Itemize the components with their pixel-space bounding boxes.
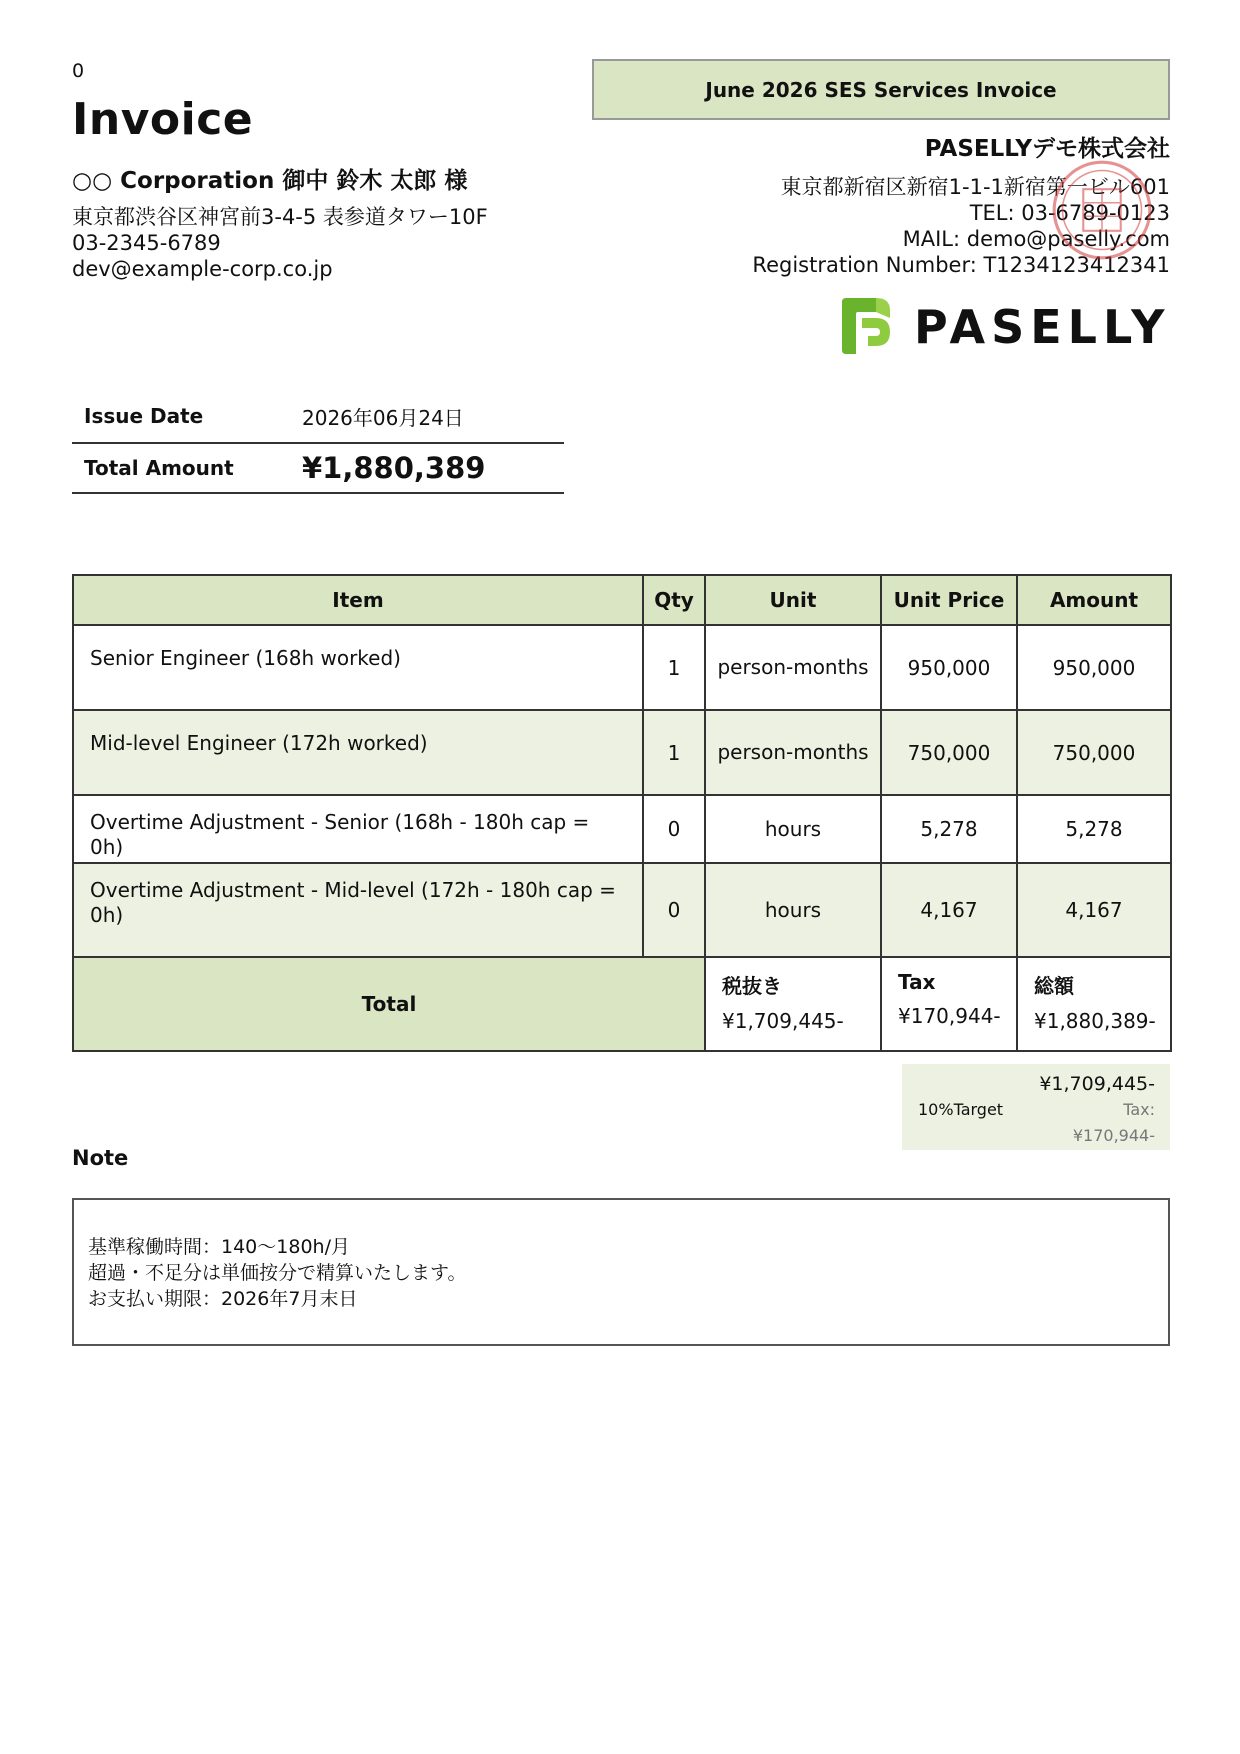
unit-price-cell: 5,278 [881, 795, 1017, 863]
grand-total-cell [1017, 957, 1171, 1051]
issuer-registration: Registration Number: T1234123412341 [752, 253, 1170, 277]
tax-cell [881, 957, 1017, 1051]
header-unit: Unit [705, 575, 881, 625]
paselly-logo [838, 296, 1170, 356]
unit-cell: person-months [705, 710, 881, 795]
issue-date-label: Issue Date [84, 404, 204, 428]
unit-price-cell: 4,167 [881, 863, 1017, 957]
document-number: 0 [72, 60, 85, 82]
client-contact-block [72, 204, 488, 282]
unit-price-cell: 950,000 [881, 625, 1017, 710]
qty-cell: 1 [643, 625, 705, 710]
unit-price-cell: 750,000 [881, 710, 1017, 795]
qty-cell: 0 [643, 863, 705, 957]
unit-cell: person-months [705, 625, 881, 710]
table-row [73, 710, 1171, 795]
tax-label: Tax [898, 970, 936, 994]
invoice-summary [72, 390, 564, 494]
issuer-mail: MAIL: demo@paselly.com [902, 227, 1170, 251]
table-row [73, 863, 1171, 957]
issue-date-value: 2026年06月24日 [302, 405, 464, 430]
table-header-row [73, 575, 1171, 625]
tax-value: ¥170,944- [898, 1004, 1001, 1028]
totals-label: Total [73, 957, 705, 1051]
grand-total-label: 総額 [1034, 974, 1074, 998]
client-phone: 03-2345-6789 [72, 231, 221, 255]
note-line: 超過・不足分は単価按分で精算いたします。 [88, 1262, 467, 1284]
table-row [73, 795, 1171, 863]
company-seal-icon [1050, 158, 1154, 262]
amount-cell: 4,167 [1017, 863, 1171, 957]
paselly-logo-text: PASELLY [914, 300, 1170, 354]
header-qty: Qty [643, 575, 705, 625]
table-row [73, 625, 1171, 710]
issuer-tel: TEL: 03-6789-0123 [969, 201, 1170, 225]
header-unit-price: Unit Price [881, 575, 1017, 625]
qty-cell: 1 [643, 710, 705, 795]
item-cell: Overtime Adjustment - Mid-level (172h - 180h cap = 0h) [73, 863, 643, 957]
tax-target-label: 10%Target [918, 1100, 1004, 1119]
header-amount: Amount [1017, 575, 1171, 625]
subtotal-value: ¥1,709,445- [722, 1009, 844, 1033]
unit-cell: hours [705, 795, 881, 863]
subtotal-cell [705, 957, 881, 1051]
amount-cell: 5,278 [1017, 795, 1171, 863]
issuer-name: PASELLYデモ株式会社 [924, 136, 1170, 162]
note-heading: Note [72, 1146, 129, 1170]
amount-cell: 950,000 [1017, 625, 1171, 710]
tax-target-subtotal: ¥1,709,445- [1039, 1073, 1155, 1095]
client-name: ○○ Corporation 御中 鈴木 太郎 様 [72, 168, 468, 194]
totals-row [73, 957, 1171, 1051]
note-line: 基準稼働時間：140〜180h/月 [88, 1236, 350, 1258]
item-cell: Mid-level Engineer (172h worked) [73, 710, 643, 795]
item-cell: Overtime Adjustment - Senior (168h - 180h cap = 0h) [73, 795, 643, 863]
line-items-table [72, 574, 1172, 1052]
tax-breakdown [902, 1064, 1170, 1150]
tax-breakdown-amount: ¥170,944- [1072, 1126, 1155, 1145]
client-email: dev@example-corp.co.jp [72, 257, 333, 281]
paselly-logo-mark-icon [842, 298, 890, 354]
issuer-address: 東京都新宿区新宿1-1-1新宿第一ビル601 [780, 175, 1170, 199]
grand-total-value: ¥1,880,389- [1034, 1009, 1156, 1033]
total-amount-row [72, 444, 564, 494]
invoice-subject: June 2026 SES Services Invoice [592, 59, 1170, 120]
note-box [72, 1198, 1170, 1346]
document-title: Invoice [72, 94, 254, 145]
total-amount-label: Total Amount [84, 456, 234, 480]
header-item: Item [73, 575, 643, 625]
subtotal-label: 税抜き [722, 974, 782, 998]
total-amount-value: ¥1,880,389 [302, 451, 486, 485]
tax-breakdown-label: Tax: [1123, 1100, 1155, 1119]
issue-date-row [72, 390, 564, 444]
item-cell: Senior Engineer (168h worked) [73, 625, 643, 710]
qty-cell: 0 [643, 795, 705, 863]
client-address: 東京都渋谷区神宮前3-4-5 表参道タワー10F [72, 205, 488, 229]
note-line: お支払い期限：2026年7月末日 [88, 1288, 358, 1310]
amount-cell: 750,000 [1017, 710, 1171, 795]
unit-cell: hours [705, 863, 881, 957]
